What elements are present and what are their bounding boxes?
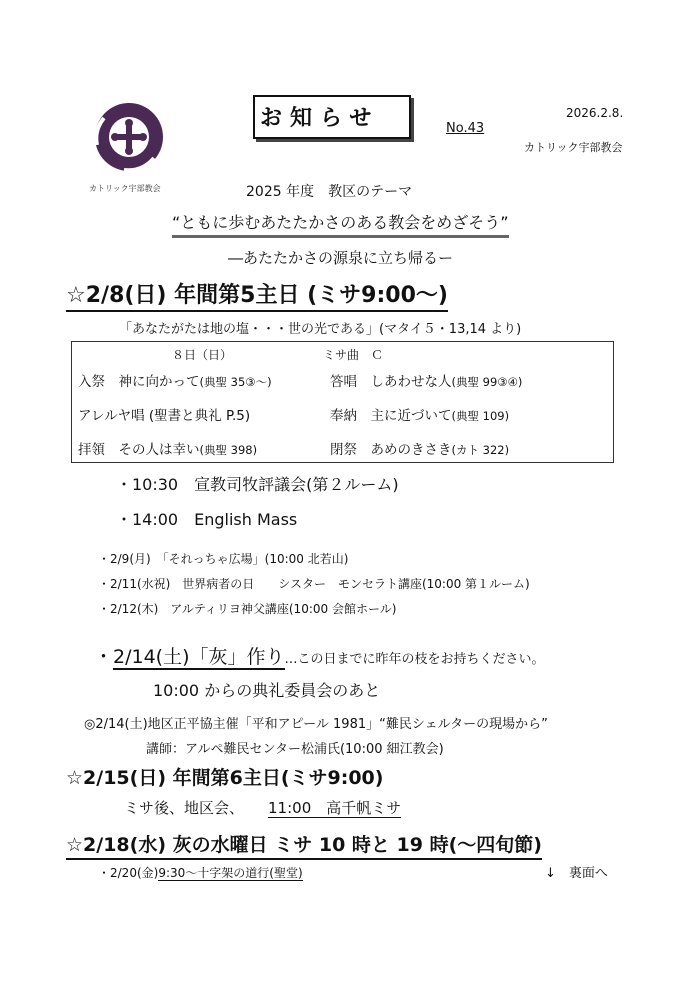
sunday2-notes: ミサ後、地区会、 11:00 高千帆ミサ xyxy=(124,799,402,817)
event-feb9: ・2/9(月) 「それっちゃ広場」(10:00 北若山) xyxy=(98,552,349,566)
theme-label: 2025 年度 教区のテーマ xyxy=(246,184,413,200)
song-entrance: 入祭 神に向かって(典聖 35③～) xyxy=(78,374,272,390)
song-header-day: ８日（日） xyxy=(172,348,233,362)
song-communion: 拝領 その人は幸い(典聖 398) xyxy=(78,442,258,458)
sunday-heading-1: ☆2/8(日) 年間第5主日 (ミサ9:00～) xyxy=(66,278,448,312)
peace-lecturer: 講師：アルペ難民センター松浦氏(10:00 細江教会) xyxy=(146,742,444,757)
church-logo xyxy=(92,100,166,174)
theme-main: “ともに歩むあたたかさのある教会をめざそう” xyxy=(172,210,509,238)
issue-number: No.43 xyxy=(446,121,485,136)
song-closing: 閉祭 あめのきさき(カト 322) xyxy=(330,442,510,458)
church-name: カトリック宇部教会 xyxy=(524,141,623,154)
event-council: ・10:30 宣教司牧評議会(第２ルーム) xyxy=(116,475,399,494)
sunday-heading-2: ☆2/15(日) 年間第6主日(ミサ9:00) xyxy=(66,767,384,789)
event-english-mass: ・14:00 English Mass xyxy=(116,510,298,529)
event-feb12: ・2/12(木) アルティリヨ神父講座(10:00 会館ホール) xyxy=(98,602,397,616)
event-feb11: ・2/11(水祝) 世界病者の日 シスター モンセラト講座(10:00 第１ルーム) xyxy=(98,577,530,591)
ash-making: ・2/14(土)「灰」作り…この日までに昨年の枝をお持ちください。 xyxy=(94,646,545,668)
song-offertory: 奉納 主に近づいて(典聖 109) xyxy=(330,408,510,424)
song-psalm: 答唱 しあわせな人(典聖 99③④) xyxy=(330,374,523,390)
stations-of-cross: ・2/20(金)9:30～十字架の道行(聖堂) xyxy=(98,866,303,880)
song-header-mass: ミサ曲 Ｃ xyxy=(323,348,384,362)
song-alleluia: アレルヤ唱 (聖書と典礼 P.5) xyxy=(78,408,251,424)
peace-appeal: ◎2/14(土)地区正平協主催「平和アピール 1981」“難民シェルターの現場から” xyxy=(84,717,548,732)
see-back-note: ↓ 裏面へ xyxy=(545,866,608,881)
ash-wednesday-heading: ☆2/18(水) 灰の水曜日 ミサ 10 時と 19 時(～四旬節) xyxy=(66,830,542,860)
ash-making-after: 10:00 からの典礼委員会のあと xyxy=(153,681,381,700)
logo-caption: カトリック宇部教会 xyxy=(89,184,161,193)
issue-date: 2026.2.8. xyxy=(566,106,624,120)
gospel-quote: 「あなたがたは地の塩・・・世の光である」(マタイ５・13,14 より) xyxy=(119,322,522,337)
theme-sub: ―あたたかさの源泉に立ち帰るー xyxy=(228,249,454,267)
page-title: お知らせ xyxy=(260,106,380,131)
